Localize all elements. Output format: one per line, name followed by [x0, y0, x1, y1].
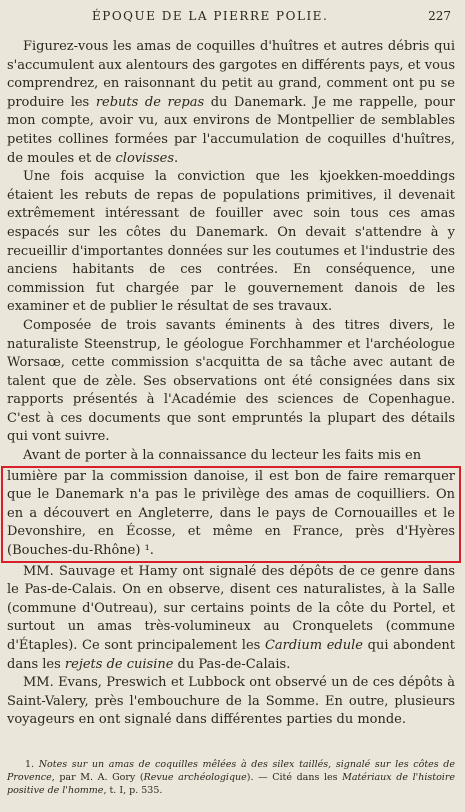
page-number: 227: [428, 9, 451, 23]
text-run: MM. Sauvage et Hamy ont signalé des dépôts de ce genre dans le Pas-de-Calais. On en observe, disent ces naturalistes, à la Salle (commune d'Outreau), sur certains points de la côte du Portel, et surtout un amas très-volumineux au Cronquelets (commune d'Étaples). Ce sont principalement les: [7, 563, 455, 653]
italic-text: Cardium edule: [264, 638, 363, 653]
paragraph-oyster-debris: [7, 38, 455, 168]
paragraph-avant-de-porter: [7, 447, 455, 466]
text-run: lumière par la commission danoise, il est bon de faire remarquer que le Danemark n'a pas le privilège des amas de coquilliers. On en a découvert en Angleterre, dans le pays de Cornouailles et le Devonshire, en Écosse, et même en France, près d'Hyères (Bouches-du-Rhône) ¹.: [7, 468, 455, 559]
text-run: .: [174, 150, 179, 166]
page-header: [0, 9, 465, 27]
paragraph-commission: [7, 317, 455, 447]
running-title: ÉPOQUE DE LA PIERRE POLIE.: [92, 9, 329, 23]
text-run: 1.: [25, 759, 39, 770]
text-run: , t. I, p. 535.: [103, 785, 163, 796]
text-run: Avant de porter à la connaissance du lecteur les faits mis en: [23, 448, 422, 464]
italic-text: Notes sur un amas de coquilles mêlées à des silex taillés, signalé sur les côtes de Provence: [7, 759, 455, 783]
text-run: , par M. A. Gory (: [51, 772, 144, 783]
text-run: ). — Cité dans les: [246, 772, 343, 783]
highlighted-passage: [1, 466, 461, 563]
text-run: du Pas-de-Calais.: [173, 656, 291, 672]
text-run: du Danemark. Je me rappelle, pour mon compte, avoir vu, aux environs de Montpellier de semblables petites collines formées par l'accumulation de coquilles d'huîtres, de moules et de: [7, 94, 455, 166]
body-text: [7, 38, 455, 730]
paragraph-saint-valery: [7, 674, 455, 730]
italic-text: rejets de cuisine: [64, 656, 174, 672]
paragraph-pas-de-calais: [7, 563, 455, 675]
text-run: MM. Evans, Preswich et Lubbock ont observé un de ces dépôts à Saint-Valery, près l'embouchure de la Somme. En outre, plusieurs voyageurs en ont signalé dans différentes parties du monde.: [7, 675, 455, 728]
footnote-1: [7, 758, 455, 797]
paragraph-kjoekken-moeddings: [7, 168, 455, 317]
italic-text: rebuts de repas: [95, 94, 205, 110]
text-run: qui abondent dans les: [7, 638, 456, 672]
text-run: Une fois acquise la conviction que les kjoekken-moeddings étaient les rebuts de repas de populations primitives, il devenait extrêmement intéressant de fouiller avec soin tous ces amas espacés sur les côtes du Danemark. On devait s'attendre à y recueillir d'importantes données sur les coutumes et l'industrie des anciens habitants de ces contrées. En conséquence, une commission fut chargée par le gouvernement danois de les examiner et de publier le résultat de ses travaux.: [7, 169, 455, 315]
italic-text: clovisses: [115, 150, 175, 166]
text-run: Figurez-vous les amas de coquilles d'huîtres et autres débris qui s'accumulent aux alentours des gargotes en différents pays, et vous comprendrez, en raisonnant du petit au grand, comment ont pu se produire les: [7, 39, 455, 110]
text-run: Composée de trois savants éminents à des titres divers, le naturaliste Steenstrup, le géologue Forchhammer et l'archéologue Worsaœ, cette commission s'acquitta de sa tâche avec autant de talent que de zèle. Ses observations ont été consignées dans six rapports présentés à l'Académie des sciences de Copenhague. C'est à ces documents que sont empruntés la plupart des détails qui vont suivre.: [7, 317, 455, 445]
footnotes: [7, 758, 455, 797]
italic-text: Revue archéologique: [143, 772, 247, 783]
italic-text: Matériaux de l'histoire positive de l'homme: [7, 772, 455, 796]
